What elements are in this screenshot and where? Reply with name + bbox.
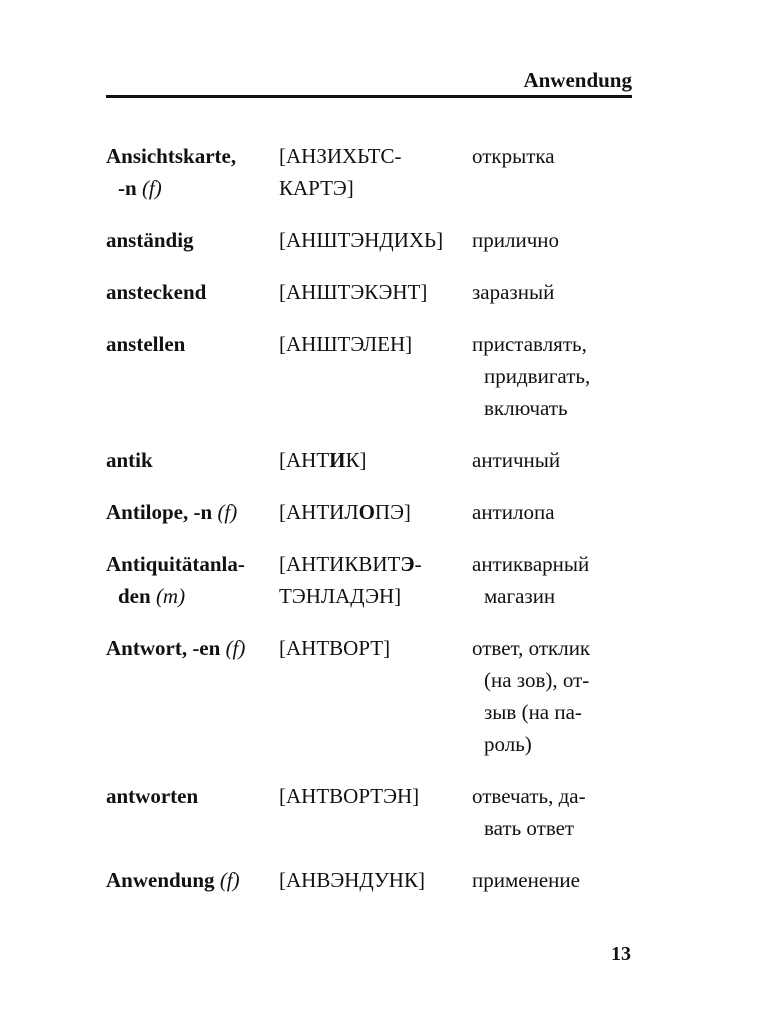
- headword-text: Ansichtskarte,: [106, 144, 237, 168]
- pronunciation-text: [АНЗИХЬТС-: [279, 144, 402, 168]
- pronunciation-text: [АНТ: [279, 448, 330, 472]
- dictionary-entry: [106, 444, 646, 476]
- dictionary-entry: [106, 548, 646, 612]
- pronunciation: [279, 224, 472, 256]
- entry-list: [106, 140, 646, 896]
- page-number: 13: [611, 943, 631, 965]
- header-rule: [106, 95, 632, 98]
- translation-line: включать: [484, 396, 568, 420]
- pronunciation-text: -: [414, 552, 422, 576]
- translation-line: (на зов), от-: [484, 668, 590, 692]
- translation-line: антикварный: [472, 552, 590, 576]
- headword-text: Antiquitätanla-: [106, 552, 245, 576]
- headword-text: antik: [106, 448, 153, 472]
- headword: [106, 140, 279, 204]
- gender-marker: (f): [225, 636, 246, 660]
- gender-marker: (f): [217, 500, 238, 524]
- translation-line: антилопа: [472, 500, 555, 524]
- translation-line: роль): [484, 732, 532, 756]
- running-header: Anwendung: [523, 68, 632, 92]
- dictionary-entry: [106, 496, 646, 528]
- headword-text: antworten: [106, 784, 199, 808]
- pronunciation: [279, 140, 472, 204]
- headword-text: Antilope, -n: [106, 500, 213, 524]
- translation-line: применение: [472, 868, 580, 892]
- pronunciation-text: К]: [345, 448, 367, 472]
- translation: [472, 864, 646, 896]
- pronunciation: [279, 780, 472, 812]
- pronunciation: [279, 444, 472, 476]
- translation-line: придвигать,: [484, 364, 591, 388]
- translation-line: заразный: [472, 280, 555, 304]
- headword: [106, 276, 279, 308]
- translation: [472, 632, 646, 760]
- translation-line: приставлять,: [472, 332, 587, 356]
- stressed-vowel: И: [329, 448, 346, 472]
- pronunciation-text: [АНШТЭНДИХЬ]: [279, 228, 444, 252]
- headword: [106, 864, 279, 896]
- pronunciation: [279, 276, 472, 308]
- headword: [106, 328, 279, 360]
- pronunciation: [279, 632, 472, 664]
- translation-line: ответ, отклик: [472, 636, 591, 660]
- translation-line: вать ответ: [484, 816, 575, 840]
- headword-text: den: [118, 584, 151, 608]
- dictionary-entry: [106, 864, 646, 896]
- headword: [106, 224, 279, 256]
- pronunciation-text: [АНТИКВИТ: [279, 552, 401, 576]
- headword-text: Anwendung: [106, 868, 215, 892]
- pronunciation-text: [АНТВОРТЭН]: [279, 784, 420, 808]
- gender-marker: (f): [219, 868, 240, 892]
- pronunciation-text: ТЭНЛАДЭН]: [279, 584, 402, 608]
- pronunciation-text: [АНШТЭКЭНТ]: [279, 280, 428, 304]
- translation: [472, 276, 646, 308]
- translation-line: прилично: [472, 228, 559, 252]
- headword-text: ansteckend: [106, 280, 207, 304]
- gender-marker: (m): [155, 584, 186, 608]
- translation-line: зыв (на па-: [484, 700, 582, 724]
- translation-line: отвечать, да-: [472, 784, 586, 808]
- headword: [106, 548, 279, 612]
- headword: [106, 496, 279, 528]
- pronunciation: [279, 864, 472, 896]
- pronunciation: [279, 548, 472, 612]
- pronunciation-text: [АНВЭНДУНК]: [279, 868, 425, 892]
- gender-marker: (f): [141, 176, 162, 200]
- pronunciation-text: [АНТВОРТ]: [279, 636, 391, 660]
- translation: [472, 444, 646, 476]
- dictionary-entry: [106, 632, 646, 760]
- pronunciation-text: ПЭ]: [374, 500, 411, 524]
- pronunciation-text: [АНШТЭЛЕН]: [279, 332, 413, 356]
- pronunciation: [279, 496, 472, 528]
- translation-line: магазин: [484, 584, 556, 608]
- headword: [106, 780, 279, 812]
- headword: [106, 444, 279, 476]
- translation: [472, 224, 646, 256]
- pronunciation-text: [АНТИЛ: [279, 500, 359, 524]
- translation-line: античный: [472, 448, 561, 472]
- translation-line: открытка: [472, 144, 555, 168]
- stressed-vowel: О: [358, 500, 375, 524]
- headword: [106, 632, 279, 664]
- dictionary-entry: [106, 780, 646, 844]
- stressed-vowel: Э: [400, 552, 415, 576]
- headword-text: anständig: [106, 228, 194, 252]
- headword-text: -n: [118, 176, 137, 200]
- pronunciation: [279, 328, 472, 360]
- translation: [472, 328, 646, 424]
- headword-text: anstellen: [106, 332, 186, 356]
- pronunciation-text: КАРТЭ]: [279, 176, 354, 200]
- dictionary-entry: [106, 140, 646, 204]
- headword-text: Antwort, -en: [106, 636, 221, 660]
- translation: [472, 140, 646, 172]
- dictionary-entry: [106, 224, 646, 256]
- translation: [472, 496, 646, 528]
- dictionary-entry: [106, 328, 646, 424]
- translation: [472, 780, 646, 844]
- dictionary-entry: [106, 276, 646, 308]
- translation: [472, 548, 646, 612]
